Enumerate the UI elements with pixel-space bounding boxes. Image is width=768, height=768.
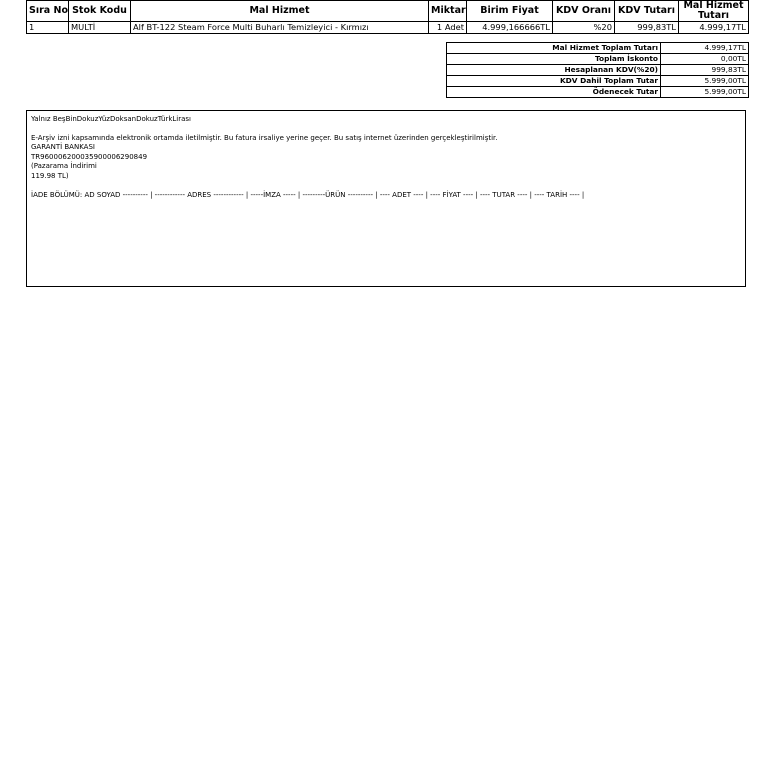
totals-row: [447, 43, 749, 54]
bank-name: GARANTİ BANKASI: [31, 143, 95, 152]
cell-sira-no: 1: [27, 22, 69, 34]
totals-label: Hesaplanan KDV(%20): [447, 65, 661, 76]
return-section: İADE BÖLÜMÜ: AD SOYAD ---------- | ------------ ADRES ------------ | -----İMZA ----- | ---------ÜRÜN ---------- | ---- ADET ---- | ---- FİYAT ---- | ---- TUTAR ---- | ---- TARİH ---- |: [31, 190, 585, 199]
iban: TR960006200035900006290849: [31, 152, 148, 161]
cell-kdv-tutari: 999,83TL: [615, 22, 679, 34]
column-header-kdv-orani: KDV Oranı: [553, 1, 615, 22]
totals-row: [447, 87, 749, 98]
column-header-miktar: Miktar: [429, 1, 467, 22]
column-header-mal-hizmet: Mal Hizmet: [131, 1, 429, 22]
totals-row: [447, 76, 749, 87]
discount-label: (Pazarama İndirimi: [31, 162, 97, 171]
totals-label: Ödenecek Tutar: [447, 87, 661, 98]
table-row: [27, 22, 749, 34]
invoice-notes-box: [26, 110, 746, 287]
column-header-sira-no: Sıra No: [27, 1, 69, 22]
totals-row: [447, 54, 749, 65]
totals-row: [447, 65, 749, 76]
amount-in-words: Yalnız BeşBinDokuzYüzDoksanDokuzTürkLirası: [31, 115, 191, 123]
cell-mal-hizmet-tutari: 4.999,17TL: [679, 22, 749, 34]
totals-label: KDV Dahil Toplam Tutar: [447, 76, 661, 87]
cell-stok-kodu: MULTİ: [69, 22, 131, 34]
cell-miktar: 1 Adet: [429, 22, 467, 34]
totals-label: Mal Hizmet Toplam Tutarı: [447, 43, 661, 54]
cell-birim-fiyat: 4.999,166666TL: [467, 22, 553, 34]
table-header-row: [27, 1, 749, 22]
spacer: [31, 125, 741, 134]
spacer: [31, 182, 741, 191]
cell-kdv-orani: %20: [553, 22, 615, 34]
column-header-kdv-tutari: KDV Tutarı: [615, 1, 679, 22]
discount-amount: 119.98 TL): [31, 171, 69, 180]
totals-value: 5.999,00TL: [661, 76, 749, 87]
column-header-stok-kodu: Stok Kodu: [69, 1, 131, 22]
totals-value: 5.999,00TL: [661, 87, 749, 98]
e-archive-note: E-Arşiv izni kapsamında elektronik ortamda iletilmiştir. Bu fatura irsaliye yerine geçer. Bu satış internet üzerinden gerçekleştirilmiştir.: [31, 133, 498, 142]
totals-value: 999,83TL: [661, 65, 749, 76]
totals-value: 4.999,17TL: [661, 43, 749, 54]
invoice-items-table: [26, 0, 749, 34]
column-header-birim-fiyat: Birim Fiyat: [467, 1, 553, 22]
totals-value: 0,00TL: [661, 54, 749, 65]
totals-label: Toplam İskonto: [447, 54, 661, 65]
cell-mal-hizmet: Alf BT-122 Steam Force Multi Buharlı Temizleyici - Kırmızı: [131, 22, 429, 34]
totals-table: [446, 42, 749, 98]
column-header-mal-hizmet-tutari: Mal Hizmet Tutarı: [679, 1, 749, 22]
